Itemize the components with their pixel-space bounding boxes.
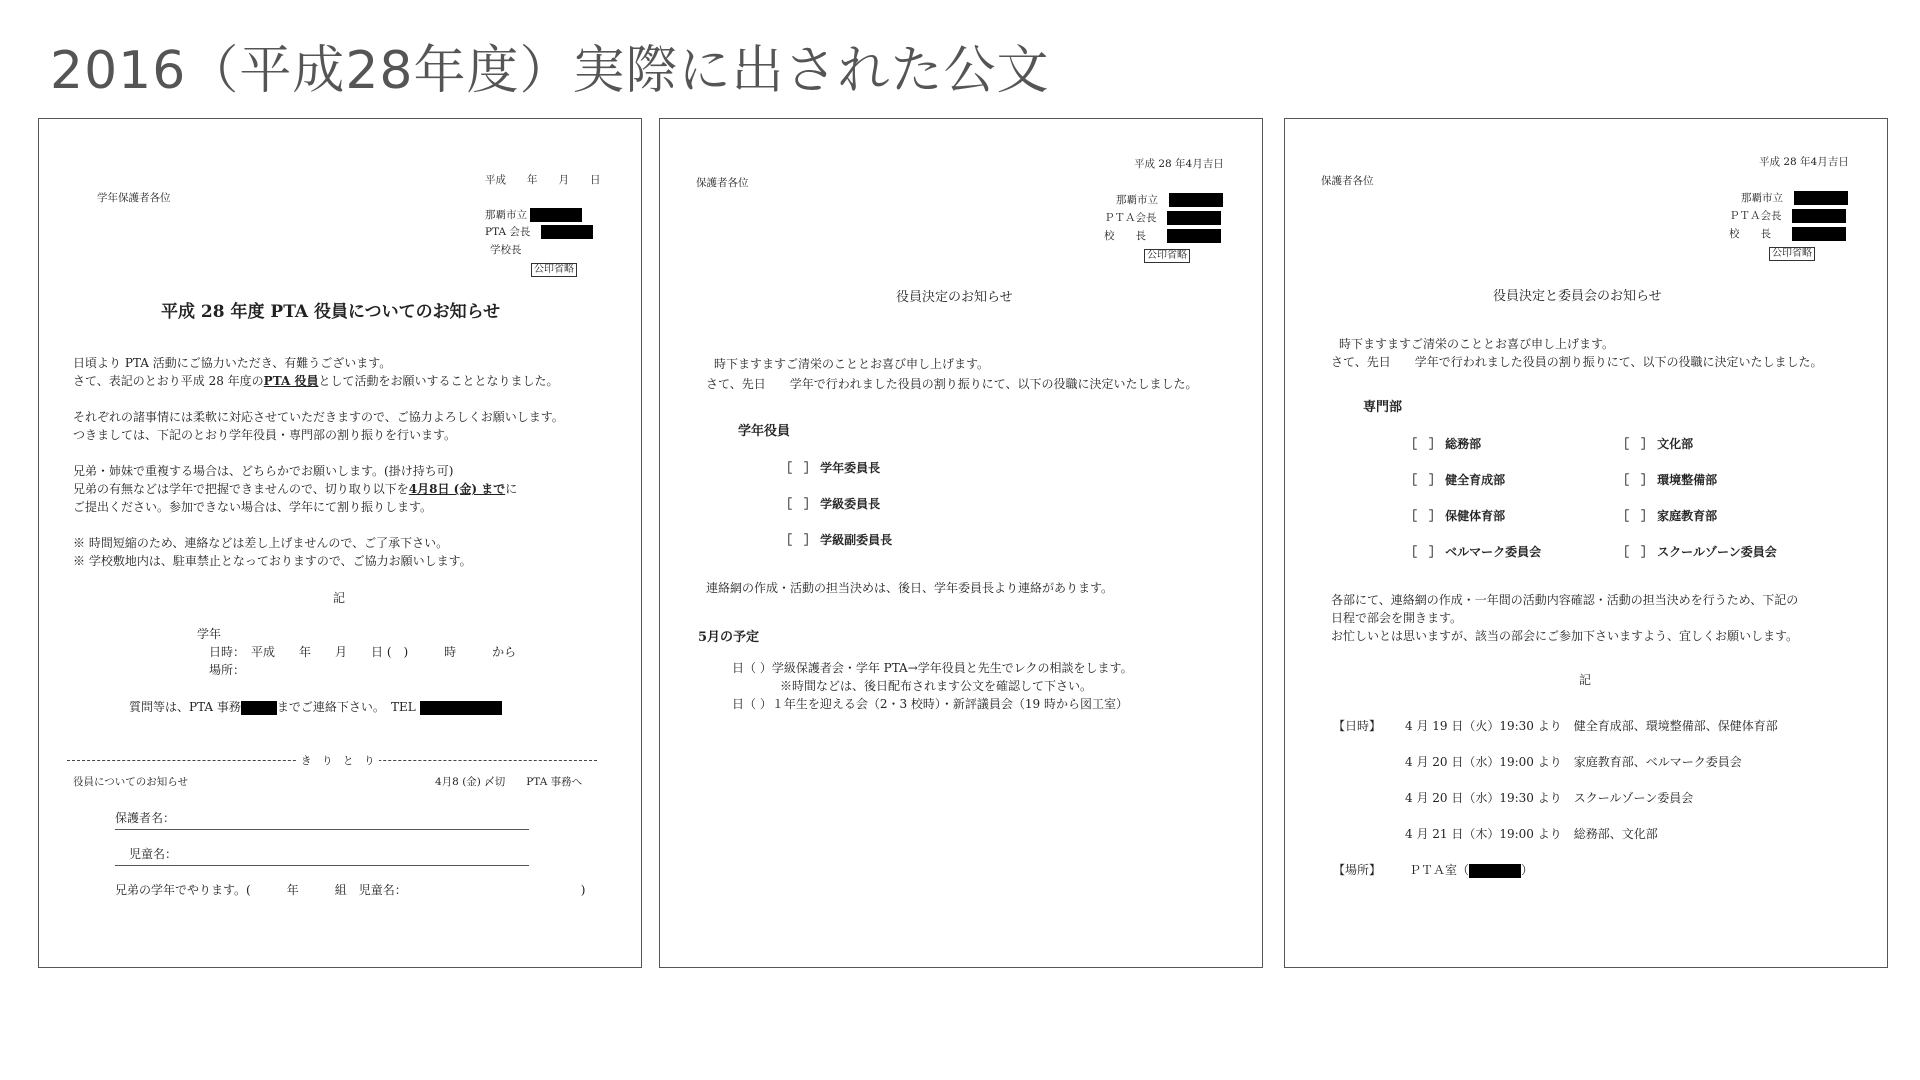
doc2-body: さて、先日 学年で行われました役員の割り振りにて、以下の役職に決定いたしました。	[706, 377, 1198, 391]
doc1-para2-line1: それぞれの諸事情には柔軟に対応させていただきますので、ご協力よろしくお願いします。	[73, 410, 564, 424]
doc1-issuer-pta: PTA 会長	[485, 225, 593, 239]
doc3-schedule-3: 4 月 20 日（水）19:30 より スクールゾーン委員会	[1405, 791, 1694, 805]
redaction	[1794, 191, 1848, 205]
doc1-note1: ※ 時間短縮のため、連絡などは差し上げませんので、ご了承下さい。	[73, 536, 449, 550]
doc3-dept-left-3: ［ ］ 保健体育部	[1405, 509, 1506, 523]
doc3-place: ＰＴＡ室（ ）	[1409, 863, 1534, 877]
redaction	[530, 208, 582, 222]
redaction	[1169, 193, 1223, 207]
doc1-title: 平成 28 年度 PTA 役員についてのお知らせ	[161, 302, 501, 322]
redaction	[1167, 229, 1221, 243]
doc2-issuer-city: 那覇市立	[1116, 193, 1223, 207]
doc3-section-title: 専門部	[1363, 400, 1403, 415]
doc2-title: 役員決定のお知らせ	[896, 290, 1013, 305]
doc1-addressee: 学年保護者各位	[97, 192, 171, 204]
doc2-official-seal-omitted: 公印省略	[1144, 247, 1190, 263]
doc1-form-deadline: 4月8 (金) 〆切 PTA 事務へ	[435, 776, 583, 788]
doc3-para-line3: お忙しいとは思いますが、該当の部会にご参加下さいますよう、宜しくお願いします。	[1331, 629, 1799, 643]
doc3-official-seal-omitted: 公印省略	[1769, 245, 1815, 261]
doc1-para3-line1: 兄弟・姉妹で重複する場合は、どちらかでお願いします。(掛け持ち可)	[73, 464, 454, 478]
doc1-sibling-line: 兄弟の学年でやります。( 年 組 児童名： )	[115, 883, 586, 897]
redaction	[541, 225, 593, 239]
doc1-child-name-label: 児童名：	[129, 847, 178, 861]
doc3-date: 平成 28 年4月吉日	[1759, 156, 1849, 168]
doc3-dept-right-2: ［ ］ 環境整備部	[1617, 473, 1718, 487]
doc3-issuer-pta: ＰＴＡ会長	[1729, 209, 1846, 223]
doc3-dept-right-1: ［ ］ 文化部	[1617, 437, 1694, 451]
doc1-issuer-principal: 学校長	[490, 244, 522, 256]
doc1-ki: 記	[333, 591, 346, 605]
doc2-may-item-1: 日（ ）学級保護者会・学年 PTA→学年役員と先生でレクの相談をします。	[732, 661, 1133, 675]
doc1-cut-label: き り と り	[297, 754, 379, 768]
doc2-may-note: ※時間などは、後日配布されます公文を確認して下さい。	[780, 679, 1093, 693]
doc1-contact: 質問等は、PTA 事務 までご連絡下さい。 TEL	[129, 700, 502, 715]
doc3-dept-left-2: ［ ］ 健全育成部	[1405, 473, 1506, 487]
doc1-para3-line3: ご提出ください。参加できない場合は、学年にて割り振りします。	[73, 500, 433, 514]
doc2-date: 平成 28 年4月吉日	[1134, 158, 1224, 170]
doc3-dept-left-4: ［ ］ ベルマーク委員会	[1405, 545, 1542, 559]
doc2-section-title: 学年役員	[738, 424, 791, 439]
doc2-contact: 連絡網の作成・活動の担当決めは、後日、学年委員長より連絡があります。	[706, 581, 1114, 595]
doc3-para-line1: 各部にて、連絡網の作成・一年間の活動内容確認・活動の担当決めを行うため、下記の	[1331, 593, 1799, 607]
doc2-addressee: 保護者各位	[696, 177, 749, 189]
doc1-note2: ※ 学校敷地内は、駐車禁止となっておりますので、ご協力お願いします。	[73, 554, 472, 568]
doc3-ki: 記	[1579, 673, 1592, 687]
doc3-schedule-label: 【日時】	[1333, 719, 1382, 733]
doc2-issuer-pta: ＰＴＡ会長	[1104, 211, 1221, 225]
doc1-place: 場所：	[209, 663, 246, 677]
doc3-dept-left-1: ［ ］ 総務部	[1405, 437, 1482, 451]
document-page-2	[659, 118, 1263, 968]
doc3-addressee: 保護者各位	[1321, 175, 1374, 187]
doc2-may-item-2: 日（ ）１年生を迎える会（2・3 校時）・新評議員会（19 時から図工室）	[732, 697, 1128, 711]
doc2-greeting: 時下ますますご清栄のこととお喜び申し上げます。	[714, 357, 990, 371]
redaction	[1792, 209, 1846, 223]
doc3-greeting: 時下ますますご清栄のこととお喜び申し上げます。	[1339, 337, 1615, 351]
redaction	[241, 701, 277, 715]
doc3-title: 役員決定と委員会のお知らせ	[1493, 289, 1662, 304]
doc1-guardian-name-line	[115, 829, 529, 830]
doc3-para-line2: 日程で部会を開きます。	[1331, 611, 1463, 625]
doc1-child-name-line	[115, 865, 529, 866]
redaction	[1167, 211, 1221, 225]
doc3-body: さて、先日 学年で行われました役員の割り振りにて、以下の役職に決定いたしました。	[1331, 355, 1823, 369]
doc1-para1-line2: さて、表記のとおり平成 28 年度のPTA 役員として活動をお願いすることとなりました。	[73, 374, 559, 388]
doc2-issuer-principal: 校 長	[1104, 229, 1221, 243]
doc3-dept-right-3: ［ ］ 家庭教育部	[1617, 509, 1718, 523]
redaction	[1469, 864, 1521, 878]
doc2-may-title: 5月の予定	[698, 630, 760, 645]
doc1-para3-line2: 兄弟の有無などは学年で把握できませんので、切り取り以下を4月8日 (金) までに	[73, 482, 518, 496]
slide-title: 2016（平成28年度）実際に出された公文	[50, 41, 1050, 101]
doc1-issuer-city: 那覇市立	[485, 208, 582, 222]
doc1-official-seal-omitted: 公印省略	[531, 261, 577, 277]
doc3-dept-right-4: ［ ］ スクールゾーン委員会	[1617, 545, 1777, 559]
doc3-schedule-1: 4 月 19 日（火）19:30 より 健全育成部、環境整備部、保健体育部	[1405, 719, 1778, 733]
doc1-grade: 学年	[197, 627, 222, 641]
doc2-role-3: ［ ］ 学級副委員長	[780, 533, 893, 547]
doc3-schedule-4: 4 月 21 日（木）19:00 より 総務部、文化部	[1405, 827, 1658, 841]
doc1-datetime: 日時： 平成 年 月 日 ( ) 時 から	[209, 645, 517, 659]
doc1-form-title: 役員についてのお知らせ	[73, 776, 188, 788]
document-page-3	[1284, 118, 1888, 968]
redaction	[1792, 227, 1846, 241]
doc2-role-2: ［ ］ 学級委員長	[780, 497, 881, 511]
doc1-para2-line2: つきましては、下記のとおり学年役員・専門部の割り振りを行います。	[73, 428, 457, 442]
document-page-1	[38, 118, 642, 968]
doc3-issuer-principal: 校 長	[1729, 227, 1846, 241]
doc2-role-1: ［ ］ 学年委員長	[780, 461, 881, 475]
doc1-date: 平成 年 月 日	[485, 174, 601, 186]
doc3-schedule-2: 4 月 20 日（水）19:00 より 家庭教育部、ベルマーク委員会	[1405, 755, 1742, 769]
doc3-place-label: 【場所】	[1333, 863, 1382, 877]
doc1-para1-line1: 日頃より PTA 活動にご協力いただき、有難うございます。	[73, 356, 392, 370]
redaction	[420, 701, 502, 715]
doc3-issuer-city: 那覇市立	[1741, 191, 1848, 205]
doc1-guardian-name-label: 保護者名：	[115, 811, 176, 825]
